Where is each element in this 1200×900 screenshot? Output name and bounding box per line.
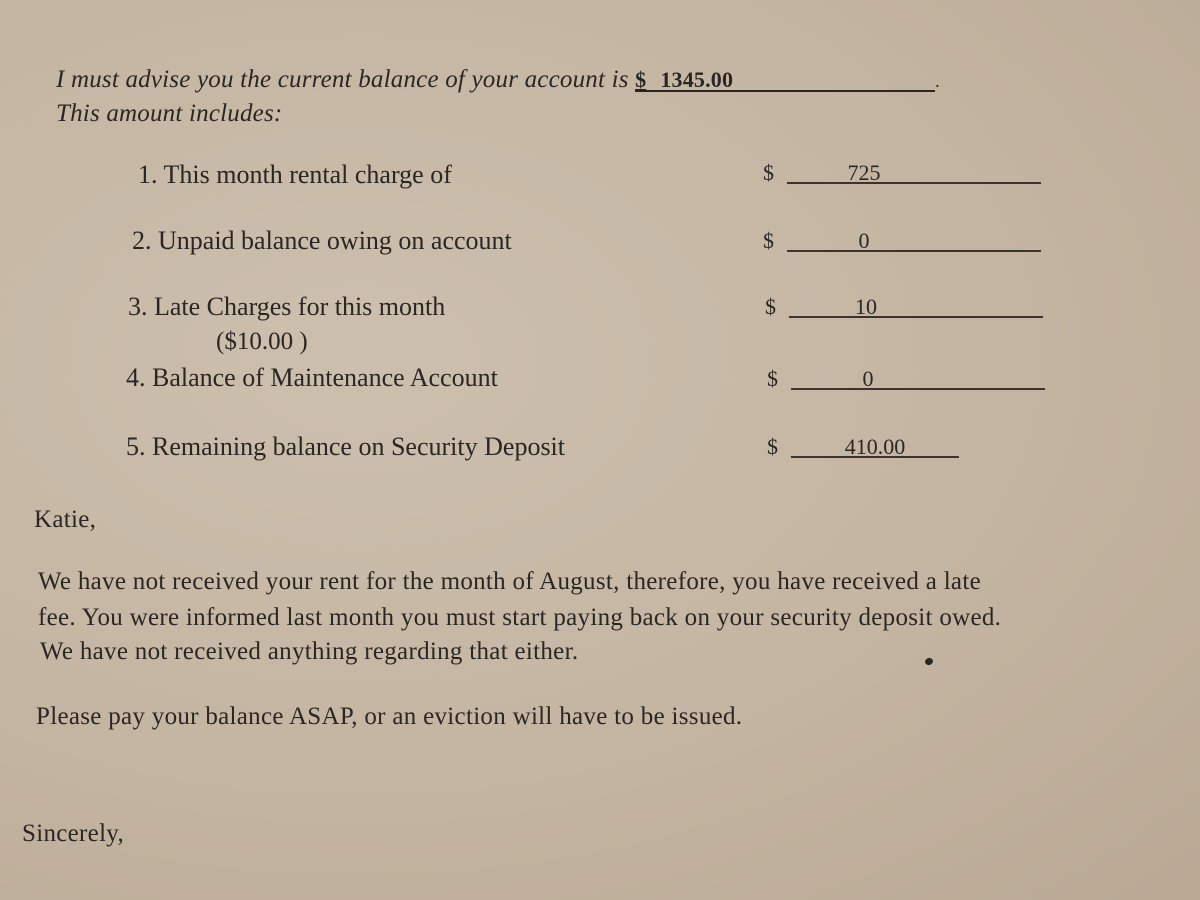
item-maintenance-amount-field bbox=[767, 366, 1045, 392]
item-maintenance-dollar-sign: $ bbox=[767, 366, 778, 391]
item-security-deposit-dollar-sign: $ bbox=[767, 434, 778, 459]
letter-body-line-3: We have not received anything regarding that either. bbox=[40, 638, 579, 665]
item-security-deposit-label: 5. Remaining balance on Security Deposit bbox=[126, 432, 566, 461]
balance-intro-text: I must advise you the current balance of your account is bbox=[56, 66, 629, 93]
item-rental-charge-blank bbox=[787, 160, 1041, 185]
item-rental-charge-amount: 725 bbox=[847, 160, 881, 185]
item-late-charges-blank bbox=[789, 294, 1043, 319]
salutation: Katie, bbox=[34, 506, 97, 533]
total-balance-field bbox=[635, 67, 935, 92]
item-unpaid-balance-amount: 0 bbox=[858, 228, 870, 253]
item-maintenance-label: 4. Balance of Maintenance Account bbox=[126, 363, 498, 392]
item-unpaid-balance-label: 2. Unpaid balance owing on account bbox=[132, 226, 512, 255]
includes-heading: This amount includes: bbox=[56, 100, 283, 127]
letter-body-line-1: We have not received your rent for the month of August, therefore, you have received a late bbox=[38, 568, 981, 595]
item-late-charges-amount: 10 bbox=[855, 294, 877, 319]
balance-end-dot: . bbox=[935, 71, 940, 91]
item-security-deposit-amount: 410.00 bbox=[844, 434, 906, 459]
item-rental-charge-dollar-sign: $ bbox=[763, 160, 774, 185]
item-late-charges-note: ($10.00 ) bbox=[216, 328, 308, 355]
item-maintenance-amount: 0 bbox=[862, 366, 874, 391]
item-unpaid-balance-amount-field bbox=[763, 228, 1041, 254]
item-rental-charge-amount-field bbox=[763, 160, 1041, 186]
item-unpaid-balance-dollar-sign: $ bbox=[763, 228, 774, 253]
item-late-charges-dollar-sign: $ bbox=[765, 294, 776, 319]
item-unpaid-balance-blank bbox=[787, 228, 1041, 253]
total-balance-amount: 1345.00 bbox=[660, 67, 734, 92]
eviction-warning: Please pay your balance ASAP, or an eviction will have to be issued. bbox=[36, 703, 743, 730]
ink-spot-mark bbox=[924, 657, 934, 666]
balance-statement bbox=[56, 66, 940, 94]
item-rental-charge-label: 1. This month rental charge of bbox=[138, 160, 452, 189]
item-maintenance-blank bbox=[791, 366, 1045, 391]
letter-body-line-2: fee. You were informed last month you must start paying back on your security deposit owed. bbox=[38, 604, 1002, 631]
item-security-deposit-blank bbox=[791, 434, 959, 459]
item-late-charges-label: 3. Late Charges for this month bbox=[128, 292, 446, 321]
item-security-deposit-amount-field bbox=[767, 434, 959, 460]
item-late-charges-amount-field bbox=[765, 294, 1043, 320]
total-balance-dollar-sign: $ bbox=[635, 67, 647, 92]
closing: Sincerely, bbox=[22, 820, 125, 847]
